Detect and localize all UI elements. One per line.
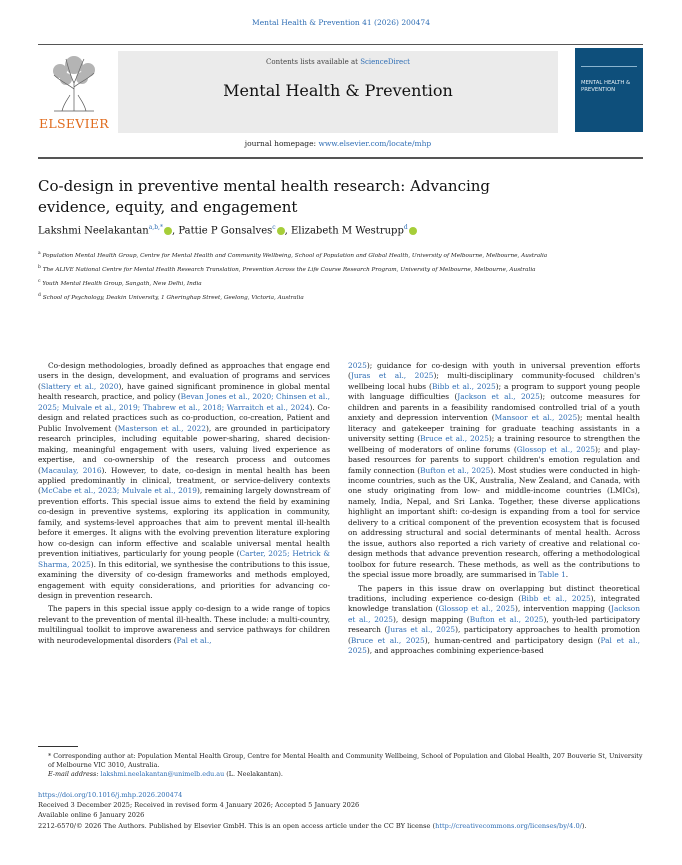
orcid-icon[interactable] bbox=[277, 227, 285, 235]
corresponding-author-text: * Corresponding author at: Population Mental Health Group, Centre for Mental Health and Community Wellbeing, School of Population and Global Health, 207 Bouverie St, University of Melbourne VIC 3010, Australia. bbox=[48, 752, 643, 769]
sciencedirect-link[interactable]: ScienceDirect bbox=[360, 58, 410, 66]
header-divider bbox=[38, 157, 643, 159]
body-column-right bbox=[348, 361, 640, 660]
email-line bbox=[38, 770, 643, 779]
citation-link[interactable]: Bruce et al., 2025 bbox=[420, 434, 489, 444]
affiliation-sup: b bbox=[38, 264, 41, 270]
body-text: The papers in this special issue apply co-design to a wide range of topics relevant to the prevention of mental ill-health. These include: a multi-country, multilingual toolkit to improve awareness and service pathways for children with neurodevelopmental disorders ( bbox=[38, 604, 330, 645]
body-text: ). In this editorial, we synthesise the contributions to this issue, examining the diversity of co-design frameworks and methods employed, engagement with equity considerations, and priorities for advancing co-design in prevention research. bbox=[38, 559, 330, 600]
body-text: ), youth-led participatory research ( bbox=[348, 614, 640, 635]
body-column-left bbox=[38, 361, 330, 649]
citation-link[interactable]: Jackson et al., 2025 bbox=[348, 604, 641, 624]
body-text: ); outcome measures for children and parents in a feasibility randomised controlled trial of a youth anxiety and depression intervention ( bbox=[348, 392, 640, 423]
elsevier-logo[interactable] bbox=[38, 51, 110, 133]
citation-link[interactable]: Macaulay, 2016 bbox=[40, 465, 102, 475]
body-paragraph bbox=[348, 361, 640, 581]
homepage-link[interactable]: www.elsevier.com/locate/mhp bbox=[318, 139, 432, 148]
affiliation-sup: c bbox=[38, 278, 41, 284]
doi-link[interactable]: https://doi.org/10.1016/j.mhp.2026.200474 bbox=[38, 791, 183, 799]
journal-homepage-line bbox=[118, 139, 558, 148]
author-sup[interactable]: a,b,* bbox=[148, 224, 163, 231]
body-paragraph bbox=[38, 604, 330, 646]
email-suffix: (L. Neelakantan). bbox=[226, 770, 283, 778]
citation-link[interactable]: Bruce et al., 2025 bbox=[350, 635, 425, 645]
footnote-rule bbox=[38, 746, 78, 747]
citation-link[interactable]: Pal et al., 2025 bbox=[348, 635, 641, 656]
affiliations bbox=[38, 249, 638, 305]
affiliation-text: School of Psychology, Deakin University, 1 Gheringhap Street, Geelong, Victoria, Australia bbox=[42, 294, 304, 301]
citation-link[interactable]: Bibb et al., 2025 bbox=[431, 381, 496, 391]
license-link[interactable]: http://creativecommons.org/licenses/by/4.0/ bbox=[435, 821, 582, 830]
body-text: ), have gained significant prominence in global mental health research, practice, and policy ( bbox=[38, 381, 330, 402]
affiliation bbox=[38, 263, 638, 275]
body-text: ), are grounded in participatory research principles, including equitable power-sharing, shared decision-making, meaningful engagement with users, valuing lived experience as expertise, and co-ownership of the research process and outcomes ( bbox=[38, 423, 330, 475]
affiliation-sup: a bbox=[38, 251, 41, 256]
affiliation bbox=[38, 277, 638, 289]
journal-header bbox=[38, 44, 643, 148]
body-text: ), human-centred and participatory design ( bbox=[424, 635, 601, 645]
citation-link[interactable]: Bevan Jones et al., 2020; Chinsen et al., 2025; Mulvale et al., 2019; Thabrew et al., 2018; Warraitch et al., 2024 bbox=[38, 392, 330, 412]
citation-link[interactable]: Slattery et al., 2020 bbox=[40, 381, 119, 391]
citation-link[interactable]: Masterson et al., 2022 bbox=[117, 423, 206, 433]
author-list: Lakshmi Neelakantan$^{a,b,*}$ , Pattie P Gonsalves$^c$ , Elizabeth M Westrupp$^d$ bbox=[38, 224, 638, 236]
body-text: ), integrated knowledge translation ( bbox=[348, 593, 640, 614]
body-text: ), remaining largely downstream of prevention efforts. This special issue aims to extend the field by examining co-design in preventive systems, exploring its application in community, family, and systems-level approaches that aim to prevent mental ill-health before it emerges. It aligns with the evolving prevention literature exploring how co-design can inform effective and scalable universal mental health prevention initiatives, particularly for young people ( bbox=[38, 486, 330, 559]
body-text: ); mental health literacy and gatekeeper training for graduate teaching assistants in a university setting ( bbox=[348, 413, 640, 444]
citation-link[interactable]: Juras et al., 2025 bbox=[387, 625, 456, 635]
citation-link[interactable]: Bufton et al., 2025 bbox=[469, 614, 544, 624]
affiliation-text: The ALIVE National Centre for Mental Health Research Translation, Prevention Across the Life Course Research Program, University of Melbourne, Melbourne, Australia bbox=[42, 266, 536, 273]
body-text: ); and play-based resources for parents to support children's emotion regulation and family connection ( bbox=[348, 444, 640, 475]
citation-link[interactable]: Table 1 bbox=[538, 570, 566, 580]
homepage-prefix: journal homepage: bbox=[244, 139, 317, 148]
body-paragraph bbox=[348, 584, 640, 657]
body-text: . bbox=[565, 570, 569, 580]
body-text: ); a program to support young people with language difficulties ( bbox=[348, 381, 640, 402]
body-text: ). However, to date, co-design in mental health has been applied predominantly in clinical, treatment, or service-delivery contexts ( bbox=[38, 465, 331, 496]
author-sup[interactable]: c bbox=[272, 224, 276, 231]
body-text: ), participatory approaches to health promotion ( bbox=[348, 625, 640, 645]
body-text: ), and approaches combining experience-based bbox=[366, 646, 544, 656]
citation-link[interactable]: Bibb et al., 2025 bbox=[521, 593, 591, 603]
affiliation-text: Population Mental Health Group, Centre for Mental Health and Community Wellbeing, School of Population and Global Health, University of Melbourne, Melbourne, Australia bbox=[42, 252, 548, 259]
journal-reference[interactable]: Mental Health & Prevention 41 (2026) 200474 bbox=[252, 18, 430, 27]
article-meta bbox=[38, 790, 643, 831]
citation-link[interactable]: Bufton et al., 2025 bbox=[420, 465, 491, 475]
author-sup[interactable]: d bbox=[403, 224, 408, 231]
received-dates: Received 3 December 2025; Received in revised form 4 January 2026; Accepted 5 January 2026 bbox=[38, 801, 360, 810]
body-text: ), design mapping ( bbox=[393, 614, 470, 624]
citation-link[interactable]: Jackson et al., 2025 bbox=[457, 392, 540, 402]
contents-prefix: Contents lists available at bbox=[266, 58, 358, 66]
orcid-icon[interactable] bbox=[164, 227, 172, 235]
citation-link[interactable]: Pal et al., bbox=[176, 635, 212, 645]
orcid-icon[interactable] bbox=[409, 227, 417, 235]
citation-link[interactable]: 2025 bbox=[348, 361, 367, 370]
affiliation-text: Youth Mental Health Group, Sangath, New Delhi, India bbox=[42, 280, 202, 287]
email-label: E-mail address: bbox=[48, 770, 99, 778]
citation-link[interactable]: Mansoor et al., 2025 bbox=[494, 413, 578, 423]
citation-link[interactable]: McCabe et al., 2023; Mulvale et al., 2019 bbox=[40, 486, 197, 496]
email-link[interactable]: lakshmi.neelakantan@unimelb.edu.au bbox=[100, 770, 225, 778]
citation-link[interactable]: Glossop et al., 2025 bbox=[438, 604, 515, 614]
license-suffix: ). bbox=[581, 821, 587, 830]
citation-link[interactable]: Carter, 2025; Hetrick & Sharma, 2025 bbox=[38, 549, 330, 569]
elsevier-wordmark: ELSEVIER bbox=[38, 116, 109, 131]
journal-cover[interactable] bbox=[575, 48, 643, 132]
article-title: Co-design in preventive mental health research: Advancing evidence, equity, and engagement bbox=[38, 177, 491, 216]
body-paragraph bbox=[38, 361, 330, 601]
body-text: ); a training resource to strengthen the wellbeing of moderators of online forums ( bbox=[348, 434, 641, 454]
license-line bbox=[38, 821, 643, 831]
journal-title: Mental Health & Prevention bbox=[223, 81, 453, 100]
author-name[interactable]: Pattie P Gonsalves bbox=[178, 225, 273, 237]
author-name[interactable]: Lakshmi Neelakantan bbox=[38, 225, 149, 237]
citation-link[interactable]: Glossop et al., 2025 bbox=[516, 444, 596, 454]
body-text: ), intervention mapping ( bbox=[514, 604, 612, 614]
license-prefix: 2212-6570/© 2026 The Authors. Published by Elsevier GmbH. This is an open access article under the CC BY license ( bbox=[38, 821, 436, 830]
citation-link[interactable]: Juras et al., 2025 bbox=[350, 371, 434, 381]
journal-banner bbox=[118, 51, 558, 133]
body-text: ). Co-design and related practices such as co-production, co-creation, Patient and Public Involvement ( bbox=[38, 402, 331, 433]
corresponding-author-footnote bbox=[38, 752, 643, 779]
elsevier-tree-icon bbox=[46, 53, 102, 113]
author-name[interactable]: Elizabeth M Westrupp bbox=[290, 225, 404, 237]
cover-rule bbox=[581, 66, 637, 67]
affiliation-sup: d bbox=[38, 292, 41, 298]
online-date: Available online 6 January 2026 bbox=[38, 811, 145, 820]
cover-title: MENTAL HEALTH & PREVENTION bbox=[581, 80, 631, 93]
body-text: Co-design methodologies, broadly defined as approaches that engage end users in the design, development, and evaluation of programs and services ( bbox=[38, 361, 330, 391]
body-text: ); guidance for co-design with youth in universal prevention efforts ( bbox=[348, 361, 640, 381]
body-text: ); multi-disciplinary community-focused children's wellbeing local hubs ( bbox=[348, 371, 640, 391]
body-text: The papers in this issue draw on overlapping but distinct theoretical traditions, including experience co-design ( bbox=[348, 583, 640, 603]
affiliation bbox=[38, 249, 638, 261]
contents-available-line bbox=[118, 58, 558, 66]
body-text: ). Most studies were conducted in high-income countries, such as the UK, Australia, New Zealand, and Canada, with one study originating from low- and middle-income countries (LMICs), namely, India, Nepal, and Sri Lanka. Together, these diverse applications highlight an important shift: co-design is expanding from a tool for service delivery to a critical component of the prevention ecosystem that is focused on addressing structural and social determinants of mental health. Across the issue, authors also reported a rich variety of creative and relational co-design methods that advance prevention research, offering a methodological toolbox for future research. These methods, as well as the contributions to the special issue more broadly, are summarised in bbox=[348, 465, 640, 580]
affiliation bbox=[38, 291, 638, 303]
